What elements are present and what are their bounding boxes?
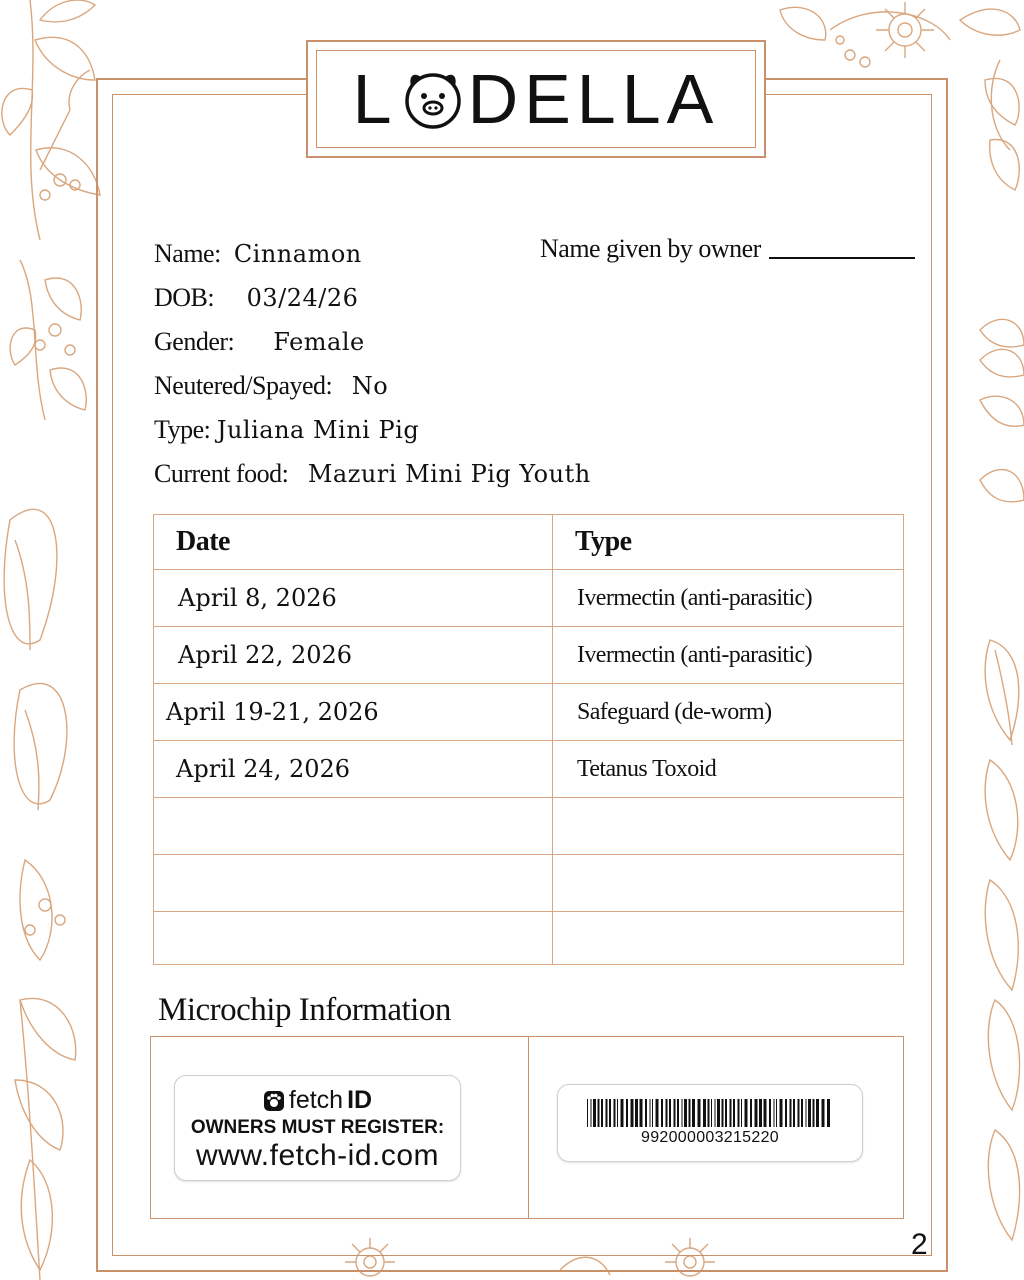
table-header-row [154,515,904,570]
barcode-bar [635,1099,638,1127]
pet-info-section [154,232,591,496]
table-row [154,912,904,965]
neutered-label: Neutered/Spayed: [154,371,333,400]
neutered-value: No [351,372,389,400]
date-cell: April 8, 2026 [154,570,553,627]
barcode-bar [780,1099,783,1127]
barcode-bar [669,1099,671,1127]
type-cell: Ivermectin (anti-parasitic) [553,570,904,627]
pig-face-icon [402,68,464,130]
barcode-bar [609,1099,611,1127]
barcode-bar [645,1099,647,1127]
type-value: Juliana Mini Pig [216,416,420,444]
barcode-bar [689,1099,691,1127]
barcode-bar [661,1099,663,1127]
gender-value: Female [273,328,365,356]
type-label: Type: [154,415,211,444]
type-cell [553,798,904,855]
barcode-bar [682,1099,683,1127]
barcode-bar [640,1099,643,1127]
barcode-sticker [557,1084,863,1162]
barcode-bar [813,1099,815,1127]
barcode-bar [626,1099,628,1127]
date-cell [154,798,553,855]
fetch-id-brand [175,1086,460,1115]
table-row [154,798,904,855]
barcode-bar [745,1099,748,1127]
table-row [154,855,904,912]
microchip-section-title: Microchip Information [158,992,451,1028]
barcode-bar [759,1099,762,1127]
microchip-divider [528,1036,529,1219]
food-row [154,452,591,496]
name-row [154,232,591,276]
date-cell: April 19-21, 2026 [154,684,553,741]
barcode-bar [621,1099,624,1127]
barcode-bar [790,1099,792,1127]
type-cell: Ivermectin (anti-parasitic) [553,627,904,684]
barcode-bar [822,1099,825,1127]
barcode-bar [692,1099,695,1127]
barcode-bar [774,1099,775,1127]
barcode-bar [793,1099,795,1127]
name-value: Cinnamon [233,240,362,268]
barcode-bar [631,1099,634,1127]
type-cell: Safeguard (de-worm) [553,684,904,741]
gender-row [154,320,591,364]
barcode-bar [606,1099,608,1127]
table-row [154,627,904,684]
barcode-bar [711,1099,712,1127]
fetch-text: fetch [288,1086,344,1114]
logo-letter-l: L [352,60,398,138]
gender-label: Gender: [154,327,235,356]
neutered-row [154,364,591,408]
type-cell: Tetanus Toxoid [553,741,904,798]
barcode-bar [816,1099,819,1127]
barcode-bar [614,1099,616,1127]
table-row [154,570,904,627]
date-cell [154,855,553,912]
barcode-bar [733,1099,735,1127]
date-cell: April 24, 2026 [154,741,553,798]
barcode-bar [741,1099,742,1127]
barcode-bar [593,1099,596,1127]
id-text: ID [347,1086,373,1114]
barcode-bar [806,1099,807,1127]
type-row [154,408,591,452]
fetch-id-sticker [174,1075,461,1181]
dob-row [154,276,591,320]
barcode-bar [715,1099,716,1127]
barcode-bar [598,1099,600,1127]
barcode-bar [587,1099,588,1127]
type-cell [553,855,904,912]
barcode-bar [798,1099,800,1127]
barcode-bar [656,1099,659,1127]
barcode-bar [708,1099,710,1127]
barcode-bar [703,1099,706,1127]
barcode-bar [750,1099,752,1127]
column-header-date: Date [154,515,553,570]
barcode-bar [674,1099,676,1127]
registration-url: www.fetch-id.com [195,1139,440,1172]
owner-name-label: Name given by owner [540,234,761,263]
microchip-number: 992000003215220 [641,1129,779,1146]
barcode-bar [684,1099,687,1127]
barcode-bar [677,1099,679,1127]
barcode-bar [808,1099,811,1127]
barcode-bar [666,1099,668,1127]
type-cell [553,912,904,965]
dob-value: 03/24/26 [246,284,359,312]
owner-name-blank-line [769,257,915,259]
column-header-type: Type [553,515,904,570]
barcode-bar [769,1099,771,1127]
owner-name-field [540,234,915,264]
food-label: Current food: [154,459,289,488]
barcode-bar [652,1099,653,1127]
barcode-bar [591,1099,592,1127]
barcode-bar [601,1099,603,1127]
barcode-bar [725,1099,727,1127]
dob-label: DOB: [154,283,215,312]
barcode-bar [764,1099,767,1127]
date-cell [154,912,553,965]
barcode-bar [738,1099,740,1127]
barcode-bar [650,1099,651,1127]
food-value: Mazuri Mini Pig Youth [307,460,591,488]
brand-logo [352,60,720,138]
date-cell: April 22, 2026 [154,627,553,684]
treatment-table [153,514,904,965]
barcode-bar [776,1099,777,1127]
barcode-bar [730,1099,732,1127]
name-label: Name: [154,239,221,268]
table-row [154,684,904,741]
barcode-bar [722,1099,724,1127]
paw-icon [263,1090,285,1112]
owners-must-register: OWNERS MUST REGISTER: [190,1117,445,1138]
table-row [154,741,904,798]
barcode-bar [801,1099,803,1127]
barcode-bar [755,1099,758,1127]
barcode-bar [617,1099,618,1127]
logo-banner [306,40,766,158]
barcode-bar [785,1099,787,1127]
barcode-bar [698,1099,701,1127]
barcode-bar [717,1099,720,1127]
barcode-bar [827,1099,830,1127]
page-number: 2 [911,1228,928,1261]
barcode-graphic [585,1099,835,1129]
logo-letters-della: DELLA [467,60,720,138]
